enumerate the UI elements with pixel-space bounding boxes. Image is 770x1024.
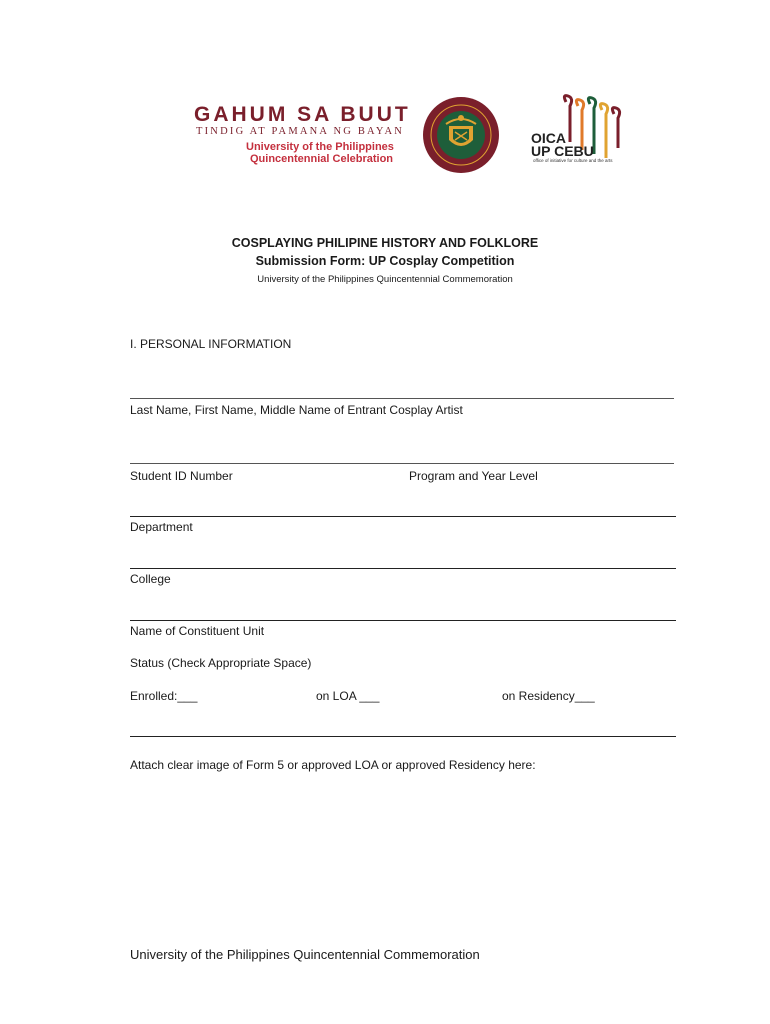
name-label: Last Name, First Name, Middle Name of Entrant Cosplay Artist	[130, 403, 463, 417]
oica-line-1: OICA	[531, 130, 566, 146]
up-line-2: Quincentennial Celebration	[250, 153, 394, 165]
section-personal-information: I. PERSONAL INFORMATION	[130, 337, 292, 351]
status-enrolled-option[interactable]: Enrolled:___	[130, 689, 198, 703]
oica-line-2: UP CEBU	[531, 143, 594, 159]
college-label: College	[130, 572, 171, 586]
constituent-unit-field[interactable]	[130, 620, 676, 621]
oica-tagline: office of initiative for culture and the arts	[533, 158, 613, 163]
college-field[interactable]	[130, 568, 676, 569]
student-id-label: Student ID Number	[130, 469, 233, 483]
divider	[130, 736, 676, 737]
department-label: Department	[130, 520, 193, 534]
up-line-1: University of the Philippines	[246, 141, 394, 153]
tindig-subtitle: TINDIG AT PAMANA NG BAYAN	[196, 126, 405, 137]
footer-commemoration: University of the Philippines Quincentennial Commemoration	[130, 947, 480, 962]
student-id-program-field[interactable]	[130, 463, 674, 464]
status-residency-option[interactable]: on Residency___	[502, 689, 595, 703]
form-title: COSPLAYING PHILIPINE HISTORY AND FOLKLORE	[231, 236, 539, 250]
program-year-label: Program and Year Level	[409, 469, 538, 483]
name-field[interactable]	[130, 398, 674, 399]
department-field[interactable]	[130, 516, 676, 517]
gahum-sa-buut-title: GAHUM SA BUUT	[194, 103, 411, 126]
status-label: Status (Check Appropriate Space)	[130, 656, 312, 670]
attachment-area[interactable]	[130, 780, 676, 930]
form-subtitle: Submission Form: UP Cosplay Competition	[255, 254, 515, 268]
form-commemoration: University of the Philippines Quincentennial Commemoration	[257, 274, 513, 285]
attach-image-label: Attach clear image of Form 5 or approved LOA or approved Residency here:	[130, 758, 536, 772]
constituent-unit-label: Name of Constituent Unit	[130, 624, 265, 638]
up-seal-icon	[422, 96, 500, 174]
status-loa-option[interactable]: on LOA ___	[316, 689, 380, 703]
